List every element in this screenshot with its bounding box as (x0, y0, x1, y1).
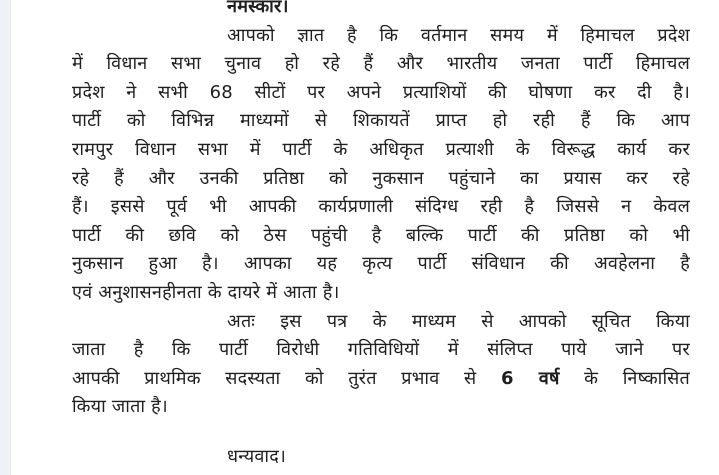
bold-text: 6 वर्ष (500, 367, 560, 389)
text-segment: हैं। इससे पूर्व भी आपकी कार्यप्रणाली संदिग्ध रही है जिससे न केवल (72, 196, 690, 218)
text-segment: नुकसान हुआ है। आपका यह कृत्य पार्टी संविधान की अवहेलना है (72, 253, 690, 275)
text-line (72, 443, 690, 472)
text-line (72, 250, 690, 279)
text-line (72, 0, 690, 22)
text-line (72, 79, 690, 108)
text-segment: जाता है कि पार्टी विरोधी गतिविधियों में संलिप्त पाये जाने पर (72, 339, 690, 361)
text-segment: आपकी प्राथमिक सदस्यता को तुरंत प्रभाव से (72, 367, 501, 389)
paragraph-gap (72, 422, 690, 443)
text-segment: के निष्कासित (559, 367, 690, 389)
text-line (72, 107, 690, 136)
text-line (72, 136, 690, 165)
text-segment: रहे हैं और उनकी प्रतिष्ठा को नुकसान पहुंचाने का प्रयास कर रहे (72, 167, 690, 189)
text-line (72, 279, 690, 308)
text-segment: धन्यवाद। (227, 445, 287, 467)
text-line (72, 22, 690, 51)
text-segment: आपको ज्ञात है कि वर्तमान समय में हिमाचल प्रदेश (227, 24, 690, 46)
text-line (72, 222, 690, 251)
page-edge-strip (0, 0, 11, 475)
text-segment: में विधान सभा चुनाव हो रहे हैं और भारतीय जनता पार्टी हिमाचल (72, 53, 690, 75)
text-segment: एवं अनुशासनहीनता के दायरे में आता है। (72, 281, 340, 303)
text-segment: रामपुर विधान सभा में पार्टी के अधिकृत प्रत्याशी के विरूद्ध कार्य कर (72, 138, 690, 160)
text-line (72, 365, 690, 394)
text-segment: प्रदेश ने सभी 68 सीटों पर अपने प्रत्याशियों की घोषणा कर दी है। (72, 81, 690, 103)
text-segment: किया जाता है। (72, 396, 168, 418)
text-segment: पार्टी की छवि को ठेस पहुंची है बल्कि पार्टी की प्रतिष्ठा को भी (72, 224, 690, 246)
letter-body (72, 0, 690, 472)
text-line (72, 336, 690, 365)
text-line (72, 393, 690, 422)
text-segment: पार्टी को विभिन्न माध्यमों से शिकायतें प्राप्त हो रही हैं कि आप (72, 110, 690, 132)
text-segment: अतः इस पत्र के माध्यम से आपको सूचित किया (227, 310, 690, 332)
text-line (72, 50, 690, 79)
text-line (72, 165, 690, 194)
bold-text: नमस्कार। (227, 0, 289, 17)
text-line (72, 193, 690, 222)
text-line (72, 308, 690, 337)
